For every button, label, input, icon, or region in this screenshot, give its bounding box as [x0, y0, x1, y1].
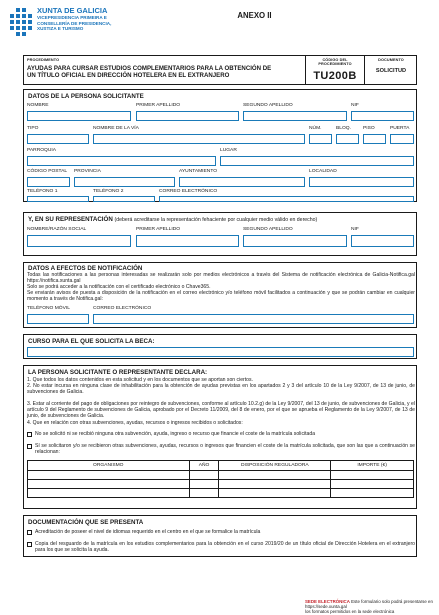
doc-enrollment-checkbox[interactable] [27, 542, 32, 547]
footer-note [305, 599, 435, 614]
rep-primer-apellido-field[interactable] [136, 235, 239, 247]
option-no-other-aid-checkbox[interactable] [27, 432, 32, 437]
doc-language-checkbox[interactable] [27, 530, 32, 535]
table-header: ORGANISMO [28, 461, 190, 471]
field-label: SEGUNDO APELLIDO [243, 227, 293, 232]
other-aid-table [27, 460, 414, 498]
option-text: Sí se solicitaron y/o se recibieron otras subvenciones, ayudas, recursos o ingresos que financien el coste de la matrícula solicitada, que son las que a continuación se relacionan: [35, 443, 415, 456]
declaration-section [23, 365, 417, 509]
footer-text: Este formulario solo podrá presentarse en https://sede.xunta.gal [305, 599, 433, 609]
field-label: TELÉFONO MÓVIL [27, 306, 70, 311]
notification-section [23, 262, 417, 328]
table-header: IMPORTE (€) [331, 461, 414, 471]
procedure-title: AYUDAS PARA CURSAR ESTUDIOS COMPLEMENTARIOS PARA LA OBTENCIÓN DE UN TÍTULO OFICIAL EN DIRECCIÓN HOTELERA EN EL EXTRANJERO [27, 65, 272, 79]
field-label: BLOQ. [336, 126, 351, 131]
field-label: NIF [351, 103, 359, 108]
notif-movil-field[interactable] [27, 314, 89, 324]
notification-text: Se enviarán avisos de puesta a disposición de la notificación en el correo electrónico y/o teléfono móvil facilitados a continuación y que se podrán cambiar en cualquier momento a través de Notifica.gal: [27, 290, 415, 303]
document-label: DOCUMENTO [378, 58, 404, 62]
course-field[interactable] [27, 347, 414, 357]
representative-note: (deberá acreditarse la representación fehaciente por cualquier medio válido en derecho) [114, 217, 318, 223]
field-label: TELÉFONO 1 [27, 189, 58, 194]
footer-text: los formatos permitidos en la sede electrónica [305, 609, 395, 614]
declaration-item: 4. Que en relación con otras subvenciones, ayudas, recursos o ingresos recibidos o solicitados: [27, 420, 243, 426]
telefono2-field[interactable] [93, 196, 155, 202]
rep-nif-field[interactable] [351, 235, 414, 247]
section-title: DATOS DE LA PERSONA SOLICITANTE [28, 93, 144, 100]
field-label: TIPO [27, 126, 39, 131]
declaration-item: 1. Que todos los datos contenidos en esta solicitud y en los documentos que se aportan son ciertos. [27, 377, 253, 383]
tipo-via-field[interactable] [27, 134, 89, 144]
procedure-header [23, 55, 417, 85]
section-title [28, 216, 317, 223]
table-header: DISPOSICIÓN REGULADORA [219, 461, 331, 471]
field-label: PUERTA [390, 126, 410, 131]
numero-field[interactable] [309, 134, 332, 144]
telefono1-field[interactable] [27, 196, 89, 202]
segundo-apellido-field[interactable] [243, 111, 347, 121]
section-title: DOCUMENTACIÓN QUE SE PRESENTA [28, 519, 144, 526]
section-title: CURSO PARA EL QUE SOLICITA LA BECA: [28, 338, 155, 345]
procedure-label: PROCEDIMENTO [27, 58, 60, 62]
field-label: NÚM. [309, 126, 322, 131]
lugar-field[interactable] [220, 156, 414, 166]
codigo-postal-field[interactable] [27, 177, 70, 187]
field-label: CORREO ELECTRÓNICO [93, 306, 152, 311]
correo-field[interactable] [159, 196, 414, 202]
table-header: AÑO [189, 461, 219, 471]
section-title: DATOS A EFECTOS DE NOTIFICACIÓN [28, 265, 143, 272]
bloque-field[interactable] [336, 134, 359, 144]
notif-correo-field[interactable] [93, 314, 414, 324]
rep-segundo-apellido-field[interactable] [243, 235, 347, 247]
documentation-section [23, 515, 417, 557]
primer-apellido-field[interactable] [136, 111, 239, 121]
table-row [28, 480, 414, 489]
table-row [28, 471, 414, 480]
notification-text: Solo se podrá acceder a la notificación con el certificado electrónico o Chave365. [27, 284, 211, 290]
applicant-section [23, 89, 417, 202]
field-label: NIF [351, 227, 359, 232]
org-line: XUSTIZA E TURISMO [37, 26, 84, 32]
org-line: VICEPRESIDENCIA PRIMEIRA E [37, 15, 107, 20]
notification-text: Todas las notificaciones a las personas interesadas se realizarán solo por medios electrónicos a través del Sistema de notificación electrónica de Galicia-Notifica.gal https://notifica.xunta.gal [27, 272, 415, 285]
field-label: NOMBRE [27, 103, 49, 108]
field-label: CÓDIGO POSTAL [27, 169, 68, 174]
field-label: LUGAR [220, 148, 237, 153]
field-label: AYUNTAMIENTO [179, 169, 218, 174]
nombre-field[interactable] [27, 111, 131, 121]
org-line: XUNTA DE GALICIA [37, 6, 108, 15]
representative-title: Y, EN SU REPRESENTACIÓN [28, 216, 113, 223]
org-line: CONSELLERÍA DE PRESIDENCIA, [37, 20, 112, 26]
piso-field[interactable] [363, 134, 386, 144]
declaration-item: 2. No estar incursa en ninguna clase de inhabilitación para la obtención de ayudas previstas en los apartados 2 y 3 del artículo 10 de la Ley 9/2007, de 13 de junio, de subvenciones de Galicia. [27, 383, 415, 396]
razon-social-field[interactable] [27, 235, 131, 247]
nombre-via-field[interactable] [93, 134, 305, 144]
annex-title: ANEXO II [237, 11, 272, 20]
sede-brand: SEDE ELECTRÓNICA [305, 599, 350, 604]
field-label: SEGUNDO APELLIDO [243, 103, 293, 108]
field-label: PRIMER APELLIDO [136, 103, 181, 108]
document-type: SOLICITUD [375, 68, 407, 74]
field-label: PRIMER APELLIDO [136, 227, 181, 232]
course-section [23, 334, 417, 359]
nif-field[interactable] [351, 111, 414, 121]
puerta-field[interactable] [390, 134, 414, 144]
doc-item-text: Acreditación de poseer el nivel de idiomas requerido en el centro en el que se formalice la matrícula [35, 529, 261, 535]
provincia-field[interactable] [74, 177, 175, 187]
representative-section [23, 212, 417, 256]
procedure-code-label: CÓDIGO DEL PROCEDIMIENTO [318, 58, 352, 66]
doc-item-text: Copia del resguardo de la matrícula en los estudios complementarios para la obtención en el curso 2019/20 de un título oficial de Dirección Hotelera en el extranjero para los que se solicita la ayuda. [35, 541, 415, 554]
field-label: LOCALIDAD [309, 169, 337, 174]
field-label: NOMBRE DE LA VÍA [93, 126, 139, 131]
option-text: No se solicitó ni se recibió ninguna otra subvención, ayuda, ingreso o recurso que financie el coste de la matrícula solicitada [35, 431, 316, 437]
table-row [28, 489, 414, 498]
declaration-item: 3. Estar al corriente del pago de obligaciones por reintegro de subvenciones, conforme al artículo 10.2.g) de la Ley 9/2007, del 13 de junio, de subvenciones de Galicia, y el artículo 9 del Reglamento de subvenciones de Galicia, aprobado por el Decreto 11/2009, del 8 de enero, por el que se aprueba el Reglamento de la Ley 9/2007, de 13 de junio, de subvenciones de Galicia. [27, 401, 415, 420]
option-other-aid-checkbox[interactable] [27, 444, 32, 449]
procedure-code: TU200B [313, 70, 357, 82]
field-label: PROVINCIA [74, 169, 101, 174]
field-label: TELÉFONO 2 [93, 189, 124, 194]
field-label: NOMBRE/RAZÓN SOCIAL [27, 227, 87, 232]
parroquia-field[interactable] [27, 156, 216, 166]
field-label: CORREO ELECTRÓNICO [159, 189, 218, 194]
ayuntamiento-field[interactable] [179, 177, 305, 187]
field-label: PISO [363, 126, 375, 131]
section-title: LA PERSONA SOLICITANTE O REPRESENTANTE DECLARA: [28, 369, 208, 376]
field-label: PARROQUIA [27, 148, 56, 153]
localidad-field[interactable] [309, 177, 414, 187]
